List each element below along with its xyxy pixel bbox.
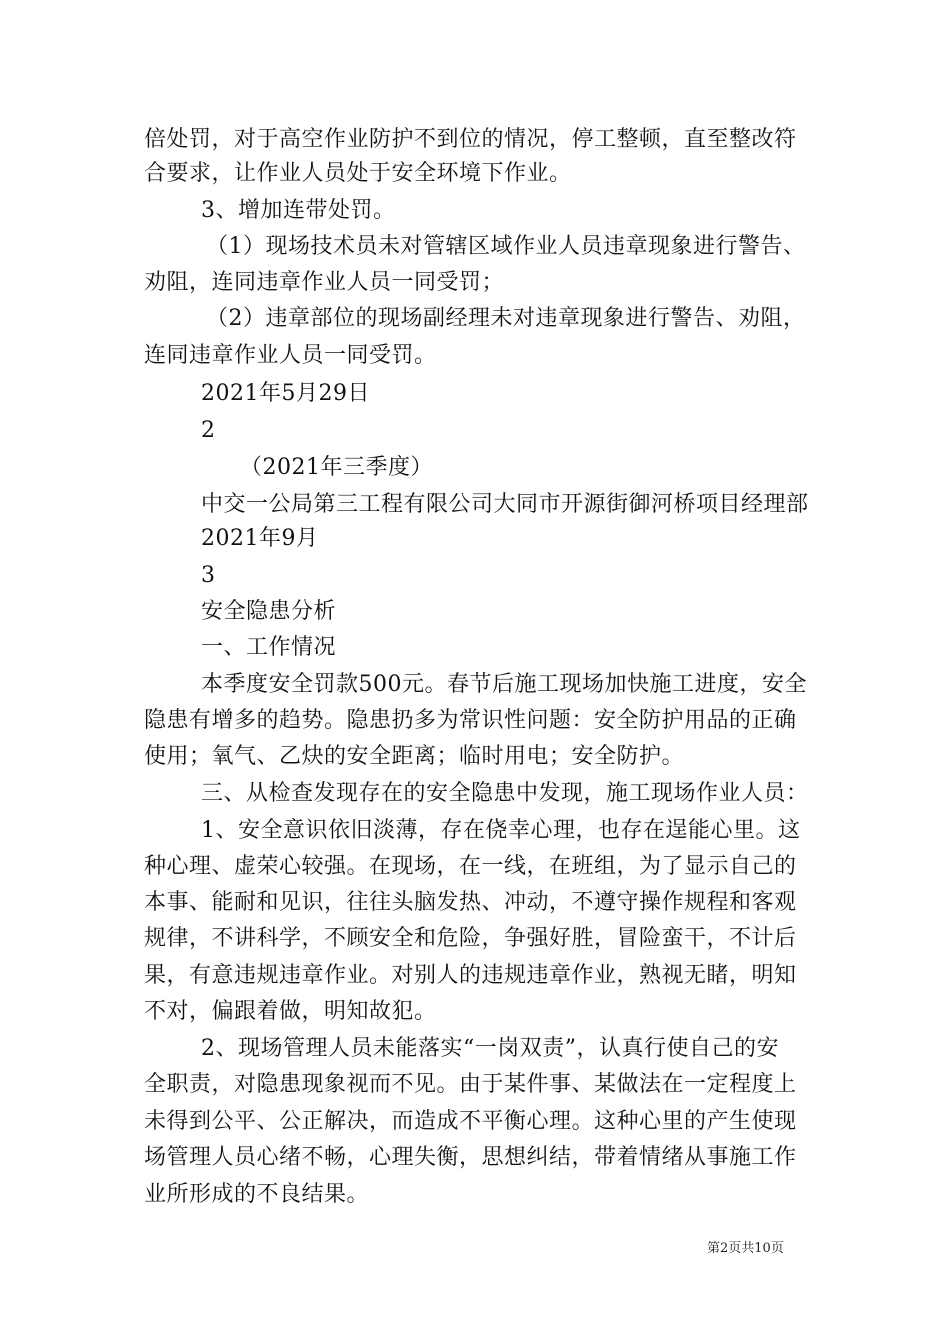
text-line: 未得到公平、公正解决，而造成不平衡心理。这种心里的产生使现 xyxy=(144,1109,797,1134)
text-line: 连同违章作业人员一同受罚。 xyxy=(144,343,437,368)
text-line: 中交一公局第三工程有限公司大同市开源街御河桥项目经理部 xyxy=(201,492,809,517)
page-marker: 3 xyxy=(201,563,216,588)
text-line: 1、安全意识依旧淡薄，存在侥幸心理，也存在逞能心里。这 xyxy=(201,818,801,843)
text-line: 规律，不讲科学，不顾安全和危险，争强好胜，冒险蛮干，不计后 xyxy=(144,926,797,951)
text-line: 2、现场管理人员未能落实“一岗双责”，认真行使自己的安 xyxy=(201,1036,779,1061)
text-line: 场管理人员心绪不畅，心理失衡，思想纠结，带着情绪从事施工作 xyxy=(144,1145,797,1170)
text-line: 不对，偏跟着做，明知故犯。 xyxy=(144,999,437,1024)
text-line: 隐患有增多的趋势。隐患扔多为常识性问题：安全防护用品的正确 xyxy=(144,708,797,733)
text-line: 全职责，对隐患现象视而不见。由于某件事、某做法在一定程度上 xyxy=(144,1072,797,1097)
section-heading: 安全隐患分析 xyxy=(201,599,337,624)
date-line: 2021年5月29日 xyxy=(201,381,370,406)
text-line: 3、增加连带处罚。 xyxy=(201,198,396,223)
text-line: 果，有意违规违章作业。对别人的违规违章作业，熟视无睹，明知 xyxy=(144,963,797,988)
page-marker: 2 xyxy=(201,418,216,443)
text-line: 业所形成的不良结果。 xyxy=(144,1182,370,1207)
date-line: 2021年9月 xyxy=(201,526,319,551)
page-footer: 第2页共10页 xyxy=(707,1241,784,1256)
section-heading: 一、工作情况 xyxy=(201,635,337,660)
text-line: 倍处罚，对于高空作业防护不到位的情况，停工整顿，直至整改符 xyxy=(144,127,797,152)
text-line: （2）违章部位的现场副经理未对违章现象进行警告、劝阻， xyxy=(206,306,806,331)
text-line: （1）现场技术员未对管辖区域作业人员违章现象进行警告、 xyxy=(206,234,806,259)
text-line: （2021年三季度） xyxy=(240,455,433,480)
text-line: 本季度安全罚款500元。春节后施工现场加快施工进度，安全 xyxy=(201,672,807,697)
text-line: 使用；氧气、乙炔的安全距离；临时用电；安全防护。 xyxy=(144,744,685,769)
text-line: 种心理、虚荣心较强。在现场，在一线，在班组，为了显示自己的 xyxy=(144,854,797,879)
text-line: 合要求，让作业人员处于安全环境下作业。 xyxy=(144,161,572,186)
text-line: 劝阻，连同违章作业人员一同受罚； xyxy=(144,270,505,295)
text-line: 三、从检查发现存在的安全隐患中发现，施工现场作业人员： xyxy=(201,781,809,806)
text-line: 本事、能耐和见识，往往头脑发热、冲动，不遵守操作规程和客观 xyxy=(144,890,797,915)
